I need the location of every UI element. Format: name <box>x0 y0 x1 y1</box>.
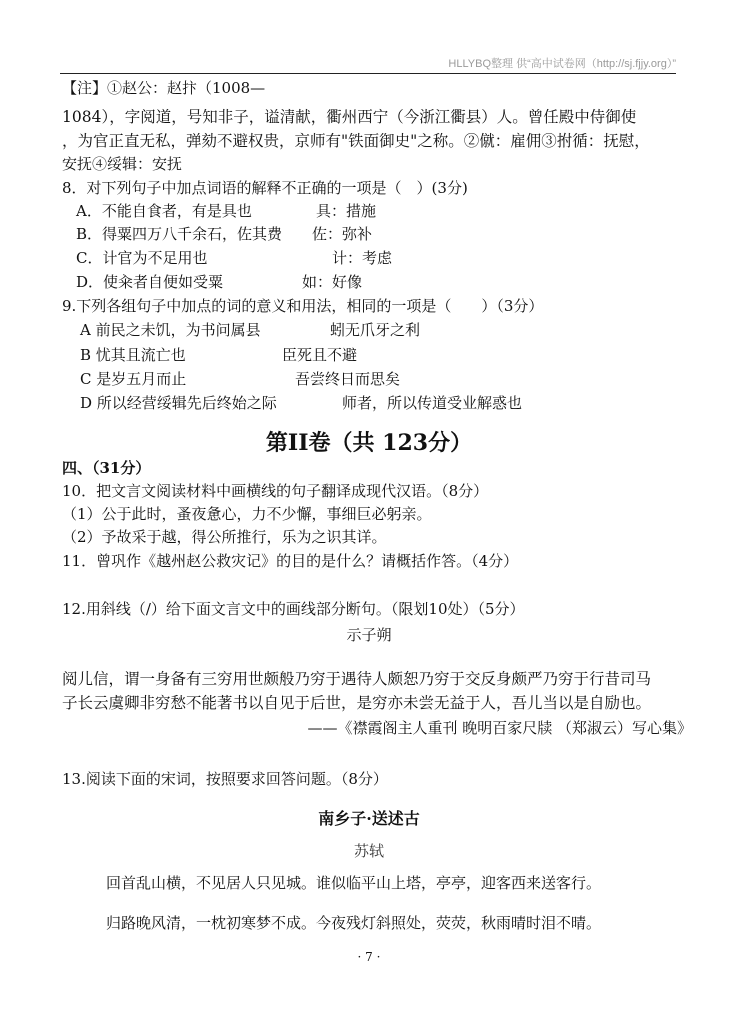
section-heading: 四、（31分） <box>62 459 151 477</box>
q10-sentence-1: （1）公于此时，蚤夜惫心，力不少懈，事细巨必躬亲。 <box>62 505 432 523</box>
q8-option-b <box>76 224 372 244</box>
option-sentence: A．不能自食者，有是具也 <box>76 202 252 220</box>
page-number: · 7 · <box>357 950 381 964</box>
option-gloss: 具：措施 <box>316 202 377 220</box>
q13-stem: 13.阅读下面的宋词，按照要求回答问题。（8分） <box>62 770 388 788</box>
option-left: A 前民之未饥，为书问属县 <box>80 321 261 339</box>
option-sentence: C．计官为不足用也 <box>76 249 208 267</box>
option-right: 臣死且不避 <box>282 346 358 364</box>
q10-sentence-2: （2）予故采于越，得公所推行，乐为之识其详。 <box>62 528 387 546</box>
option-right: 师者，所以传道受业解惑也 <box>342 394 523 412</box>
note-line: 安抚④绥辑：安抚 <box>62 155 183 173</box>
q9-option-d <box>80 393 522 413</box>
option-left: C 是岁五月而止 <box>80 370 187 388</box>
option-sentence: D．使籴者自便如受粟 <box>76 273 224 291</box>
q12-stem: 12.用斜线（/）给下面文言文中的画线部分断句。（限划10处）（5分） <box>62 600 525 618</box>
option-left: B 忧其且流亡也 <box>80 346 186 364</box>
poem-author: 苏轼 <box>353 842 384 860</box>
q8-option-c <box>76 248 392 268</box>
q12-citation: ——《襟霞阁主人重刊 晚明百家尺牍 （郑淑云）写心集》 <box>307 719 692 737</box>
page-header: HLLYBQ整理 供“高中试卷网（http://sj.fjjy.org）” <box>60 55 676 74</box>
option-gloss: 佐：弥补 <box>312 225 373 243</box>
q8-stem: 8．对下列句子中加点词语的解释不正确的一项是（ ）(3分) <box>62 179 468 197</box>
option-gloss: 如：好像 <box>302 273 363 291</box>
note-line: 【注】①赵公：赵抃（1008— <box>62 79 266 97</box>
q9-stem: 9.下列各组句子中加点的词的意义和用法，相同的一项是（ ）（3分） <box>62 297 544 315</box>
q12-passage-line: 阅儿信，谓一身备有三穷用世颇般乃穷于遇待人颇恕乃穷于交反身颇严乃穷于行昔司马 <box>62 670 652 688</box>
q8-option-d <box>76 272 362 292</box>
q9-option-b <box>80 345 357 365</box>
q9-option-a <box>80 320 420 340</box>
poem-line: 归路晚风清，一枕初寒梦不成。今夜残灯斜照处，荧荧，秋雨晴时泪不晴。 <box>106 914 602 932</box>
q8-option-a <box>76 201 376 221</box>
note-line: ，为官正直无私，弹劾不避权贵，京师有"铁面御史"之称。②僦：雇佣③拊循：抚慰， <box>62 132 650 150</box>
q12-passage-line: 子长云虞卿非穷愁不能著书以自见于后世，是穷亦未尝无益于人，吾儿当以是自励也。 <box>62 694 652 712</box>
option-sentence: B．得粟四万八千余石，佐其费 <box>76 225 283 243</box>
option-left: D 所以经营绥辑先后终始之际 <box>80 394 277 412</box>
poem-title: 南乡子·送述古 <box>318 809 420 828</box>
note-line: 1084），字阅道，号知非子，谥清献，衢州西宁（今浙江衢县）人。曾任殿中侍御使 <box>62 108 637 126</box>
option-gloss: 计：考虑 <box>332 249 393 267</box>
volume-title: 第II卷（共 123分） <box>265 430 473 456</box>
poem-line: 回首乱山横，不见居人只见城。谁似临平山上塔，亭亭，迎客西来送客行。 <box>106 874 602 892</box>
q10-stem: 10．把文言文阅读材料中画横线的句子翻译成现代汉语。（8分） <box>62 482 489 500</box>
q11-stem: 11．曾巩作《越州赵公救灾记》的目的是什么？请概括作答。（4分） <box>62 552 519 570</box>
option-right: 蚓无爪牙之利 <box>330 321 421 339</box>
q12-title: 示子朔 <box>346 626 392 644</box>
option-right: 吾尝终日而思矣 <box>295 370 401 388</box>
q9-option-c <box>80 369 400 389</box>
